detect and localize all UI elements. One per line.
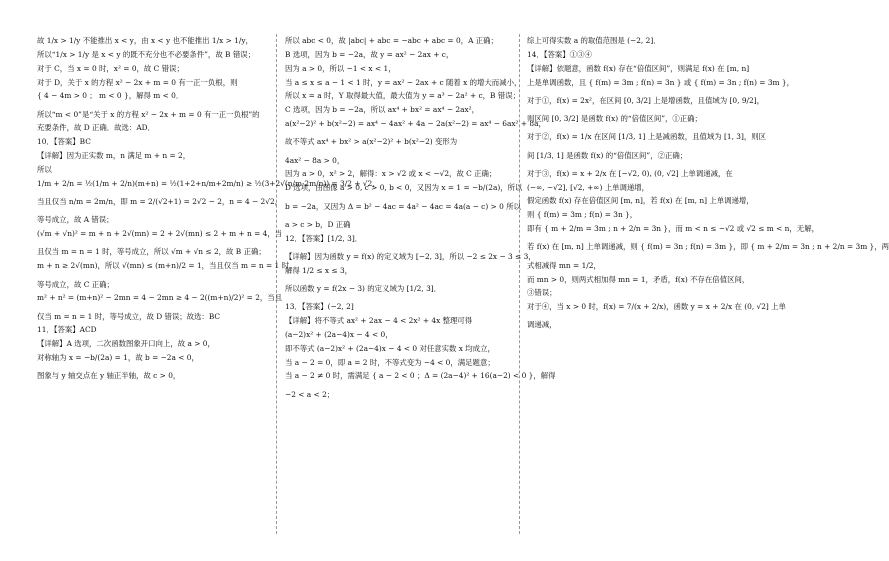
- text-line: 当 a − 2 ≠ 0 时，需满足 { a − 2 < 0 ；Δ = (2a−4)² + 16(a−2) < 0 }，解得: [285, 371, 556, 381]
- text-line: m² + n² = (m+n)² − 2mn = 4 − 2mn ≥ 4 − 2((m+n)/2)² = 2，当且: [37, 293, 283, 303]
- text-line: 因为 a > 0，x² > 2，解得：x > √2 或 x < −√2，故 C 正确；: [285, 169, 497, 179]
- text-line: 因为 a > 0，所以 −1 < x < 1，: [285, 63, 396, 73]
- text-line: 则 { f(m) = 3m ; f(n) = 3n }，: [527, 210, 638, 220]
- text-line: 所以: [37, 165, 52, 174]
- text-line: 【详解】将不等式 ax² + 2ax − 4 < 2x² + 4x 整理可得: [285, 316, 473, 326]
- text-line: 调递减，: [527, 320, 557, 330]
- text-line: 解得 1/2 ≤ x ≤ 3，: [285, 265, 353, 275]
- text-line: 即不等式 (a−2)x² + (2a−4)x − 4 < 0 对任意实数 x 均成立，: [285, 343, 495, 353]
- text-line: 综上可得实数 a 的取值范围是 (−2, 2]．: [527, 36, 661, 45]
- text-line: m + n ≥ 2√(mn)，所以 √(mn) ≤ (m+n)/2 = 1，当且仅当 m = n = 1 时，: [37, 261, 297, 271]
- text-line: −2 < a < 2；: [285, 389, 335, 399]
- text-line: 【详解】因为正实数 m，n 满足 m + n = 2，: [37, 151, 191, 161]
- text-line: 对称轴为 x = −b/(2a) = 1，故 b = −2a < 0，: [37, 353, 199, 363]
- text-line: 仅当 m = n = 1 时，等号成立，故 D 错误；故选：BC: [37, 311, 221, 321]
- text-line: 故 1/x > 1/y 不能推出 x < y，由 x < y 也不能推出 1/x > 1/y，: [37, 36, 253, 45]
- text-line: 14．【答案】①③④: [527, 49, 592, 59]
- text-line: a > c > b，D 正确: [285, 219, 351, 229]
- text-line: 对于④，当 x > 0 时，f(x) = 7/(x + 2/x)，函数 y = x + 2/x 在 (0, √2] 上单: [527, 302, 786, 312]
- text-line: 等号成立，故 A 错误；: [37, 215, 114, 225]
- text-line: 4ax² − 8a > 0，: [285, 155, 345, 165]
- text-line: 即有 { m + 2/m = 3m ; n + 2/n = 3n }，而 m < n ≤ −√2 或 √2 ≤ m < n，无解，: [527, 224, 819, 234]
- text-line: 当 a − 2 = 0，即 a = 2 时，不等式变为 −4 < 0，满足题意；: [285, 357, 495, 367]
- text-line: 1/m + 2/n = ½(1/m + 2/n)(m+n) = ½(1+2+n/m+2m/n) ≥ ½(3+2√(n/m·2m/n)) = 3/2 + √2，: [37, 178, 380, 188]
- text-line: 13．【答案】(−2, 2]: [285, 302, 354, 312]
- text-line: 12．【答案】[1/2, 3]．: [285, 233, 363, 243]
- right-column: [527, 36, 889, 334]
- column-divider: [519, 34, 520, 534]
- text-line: 【详解】A 选项，二次函数图象开口向上，故 a > 0，: [37, 339, 215, 349]
- text-line: a(x²−2)² + b(x²−2) = ax⁴ − 4ax² + 4a − 2a(x²−2) = ax⁴ − 6ax² + 8a，: [285, 119, 546, 129]
- text-line: 所以“1/x > 1/y 是 x < y 的既不充分也不必要条件”，故 B 错误；: [37, 49, 256, 59]
- text-line: 所以函数 y = f(2x − 3) 的定义域为 [1/2, 3]．: [285, 283, 442, 293]
- text-line: (a−2)x² + (2a−4)x − 4 < 0，: [285, 329, 393, 339]
- text-line: 10．【答案】BC: [37, 137, 91, 147]
- text-line: 对于①，f(x) = 2x²，在区间 [0, 3/2] 上是增函数，且值域为 [0, 9/2]，: [527, 95, 764, 105]
- text-line: 若 f(x) 在 [m, n] 上单调递减，则 { f(m) = 3n ; f(n) = 3m }，即 { m + 2/m = 3n ; n + 2/n = 3m }，两: [527, 242, 889, 252]
- text-line: 间 [1/3, 1] 是函数 f(x) 的“倍值区间”，②正确；: [527, 150, 688, 160]
- text-line: 【详解】依题意，函数 f(x) 存在“倍值区间”，则满足 f(x) 在 [m, n]: [527, 63, 750, 73]
- text-line: 11．【答案】ACD: [37, 325, 97, 335]
- text-line: ③错误；: [527, 288, 557, 298]
- column-divider: [276, 34, 277, 534]
- text-line: 对于 D，关于 x 的方程 x² − 2x + m = 0 有一正一负根，则: [37, 77, 238, 87]
- text-line: 充要条件，故 D 正确．故选：AD．: [37, 123, 155, 133]
- text-line: C 选项，因为 b = −2a，所以 ax⁴ + bx² = ax⁴ − 2ax²，: [285, 105, 479, 115]
- text-line: 式相减得 mn = 1/2，: [527, 260, 601, 270]
- text-line: 图象与 y 轴交点在 y 轴正半轴，故 c > 0，: [37, 371, 181, 381]
- text-line: b = −2a，又因为 Δ = b² − 4ac = 4a² − 4ac = 4a(a − c) > 0 所以: [285, 201, 521, 211]
- text-line: 对于③，f(x) = x + 2/x 在 [−√2, 0), (0, √2] 上单调递减，在: [527, 168, 733, 178]
- text-line: B 选项，因为 b = −2a，故 y = ax² − 2ax + c，: [285, 49, 454, 59]
- text-line: 且仅当 m = n = 1 时，等号成立，所以 √m + √n ≤ 2，故 B 正确；: [37, 247, 266, 257]
- text-line: 所以 x = a 时，Y 取得最大值，最大值为 y = a³ − 2a² + c，B 错误；: [285, 91, 520, 101]
- text-line: 假定函数 f(x) 存在倍值区间 [m, n]，若 f(x) 在 [m, n] 上单调递增，: [527, 196, 754, 206]
- text-line: (√m + √n)² = m + n + 2√(mn) = 2 + 2√(mn) ≤ 2 + m + n = 4，当: [37, 229, 283, 239]
- text-line: (−∞, −√2], [√2, +∞) 上单调递增，: [527, 182, 650, 192]
- text-line: 上是单调函数，且 { f(m) = 3m ; f(n) = 3n } 或 { f(m) = 3n ; f(n) = 3m }，: [527, 77, 794, 87]
- text-line: 所以 abc < 0，故 |abc| + abc = −abc + abc = 0，A 正确；: [285, 36, 498, 45]
- text-line: 对于②，f(x) = 1/x 在区间 [1/3, 1] 上是减函数，且值域为 [1, 3]，则区: [527, 132, 767, 142]
- text-line: D 选项，由图像 a > 0, c > 0, b < 0，又因为 x = 1 = −b/(2a)，所以: [285, 183, 523, 193]
- text-line: 当 a ≤ x ≤ a − 1 < 1 时，y = ax² − 2ax + c 随着 x 的增大而减小，: [285, 77, 522, 87]
- text-line: { 4 − 4m > 0 ； m < 0 }，解得 m < 0．: [37, 91, 184, 101]
- text-line: 故不等式 ax⁴ + bx² > a(x²−2)² + b(x²−2) 变形为: [285, 137, 458, 147]
- text-line: 则区间 [0, 3/2] 是函数 f(x) 的“倍值区间”，①正确；: [527, 114, 702, 124]
- text-line: 当且仅当 n/m = 2m/n，即 m = 2/(√2+1) = 2√2 − 2，n = 4 − 2√2，: [37, 197, 283, 207]
- text-line: 对于 C，当 x = 0 时，x² = 0，故 C 错误；: [37, 63, 184, 73]
- text-line: 所以“m < 0”是“关于 x 的方程 x² − 2x + m = 0 有一正一负根”的: [37, 109, 260, 119]
- text-line: 【详解】因为函数 y = f(x) 的定义域为 [−2, 3]，所以 −2 ≤ 2x − 3 ≤ 3，: [285, 251, 536, 261]
- text-line: 而 mn > 0，则两式相加得 mn = 1，矛盾，f(x) 不存在倍值区间，: [527, 274, 750, 284]
- text-line: 等号成立，故 C 正确；: [37, 279, 114, 289]
